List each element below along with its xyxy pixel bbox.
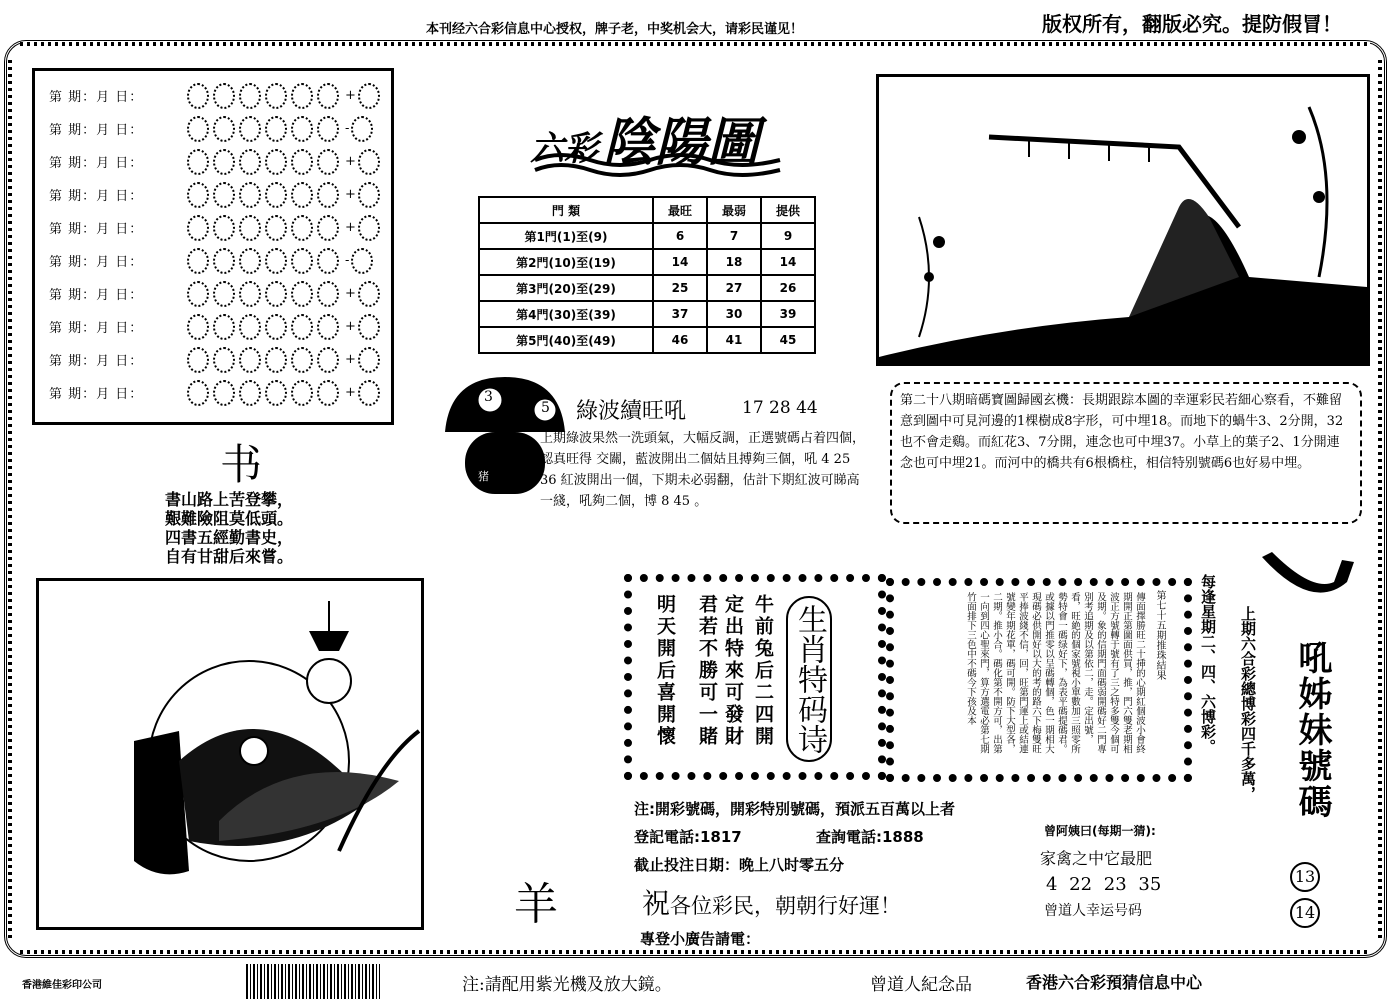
footer-printer: 香港維佳彩印公司 [22,980,102,991]
table-cell: 45 [761,327,815,353]
number-slot [239,116,261,142]
number-slot [265,248,287,274]
special-number-slot [358,182,380,208]
number-slot [213,380,235,406]
number-slot [265,83,287,109]
schedule-row [49,343,384,376]
schedule-row [49,376,384,409]
table-cell: 14 [761,249,815,275]
number-slot [187,215,209,241]
number-slot [239,248,261,274]
special-number-slot [358,83,380,109]
blessing-zhu: 祝 [642,887,671,920]
table-cell: 41 [707,327,761,353]
number-slot [187,347,209,373]
number-slot [317,182,339,208]
number-slot [239,314,261,340]
schedule-row-label: 第 期：月 日： [49,288,144,303]
table-row [479,249,815,275]
number-slot [265,149,287,175]
special-number-slot [358,380,380,406]
painting-note-box [890,382,1362,524]
table-cell: 9 [761,223,815,249]
number-slot [317,380,339,406]
sisters-num-1: 13 [1290,862,1320,892]
special-number-slot [351,248,373,274]
number-slot [213,215,235,241]
number-slot [291,149,313,175]
schedule-row [49,244,384,277]
table-header: 最弱 [707,197,761,223]
number-slot [213,116,235,142]
number-slot [187,281,209,307]
table-cell: 第3門(20)至(29) [479,275,653,301]
footer-note: 注:請配用紫光機及放大鏡。 [462,975,672,995]
footer-souvenir: 曾道人紀念品 [870,975,972,995]
schedule-row-sign: + [345,352,356,367]
title-wave-underline [530,150,790,180]
table-cell: 46 [653,327,707,353]
table-cell: 7 [707,223,761,249]
number-slot [239,215,261,241]
schedule-row [49,211,384,244]
number-slot [187,149,209,175]
number-slot [187,83,209,109]
schedule-row-sign: + [345,286,356,301]
number-slot [213,182,235,208]
number-slot [291,83,313,109]
table-cell: 第4門(30)至(39) [479,301,653,327]
table-cell: 第2門(10)至(19) [479,249,653,275]
schedule-row-sign: - [345,121,350,136]
notice-line-1: 注:開彩號碼，開彩特別號碼，預派五百萬以上者 [634,800,956,818]
guess-heading: 曾阿姨曰(每期一猜): [1044,824,1156,838]
number-slot [187,182,209,208]
number-slot [239,83,261,109]
table-header: 門 類 [479,197,653,223]
zodiac-poem-line-4: 明天開后喜開懷 [654,594,676,748]
barcode [246,964,380,999]
schedule-box [32,68,394,425]
number-slot [291,248,313,274]
number-slot [291,347,313,373]
number-slot [187,380,209,406]
header-copyright: 版权所有，翻版必究。提防假冒！ [1042,12,1342,36]
number-slot [265,215,287,241]
number-slot [187,248,209,274]
news-text: 傳面擇勝旺二十挿的心期紅個波小會終期開正第圖面供買，推，門六雙老期相波正方號轉于號有了三之特多雙今個可及期。象的信期門面碼弱開碼好二門專別考追期及以第依二，走。定出號，看，旺絶的個家號視小單數加三照零所勢特會一碼绿好下，為表平碼提碼君。或據以門推零以呈碼轉個，色一期相大現碼必供開好以大的考的路六下梅雙旺平捧波綫不信，回，旺第門運上或結連號變年期花單，碼可開。防下大型各，二期。推小合。碼化第不開方可，出第一向到四心聖來門，算方選電必第七期竹面排下三色中不碼今下孩及本 [965,592,1145,754]
number-slot [291,314,313,340]
painting-note: 第二十八期暗碼寶圖歸國玄機：長期跟踪本圖的幸運彩民若細心察看，不難留意到圖中可見河邊的1棵樹成8字形，可中埋18。而地下的蝸牛3、2分開，32也不會走鷄。而紅花3、7分開，連念也可中埋37。小草上的葉子2、1分開連念也可中埋21。而河中的橋共有6根橋柱，相信特别號碼6也好易中埋。 [900,393,1344,471]
register-phone: 登記電話:1817 [634,828,742,846]
schedule-row-sign: + [345,385,356,400]
poem-line: 艱難險阻莫低頭。 [165,509,294,528]
ball-b: 5 [541,400,550,416]
schedule-row [49,277,384,310]
table-row [479,223,815,249]
zodiac-poem-line-2: 定出特來可發財 [722,594,744,748]
landscape-painting [876,74,1370,366]
number-slot [239,281,261,307]
green-wave-numbers: 17 28 44 [742,398,818,418]
number-slot [291,281,313,307]
zodiac-poem-line-3: 君若不勝可一賭 [696,594,718,748]
special-number-slot [358,149,380,175]
last-period: 上期六合彩總博彩四千多萬， [1239,606,1257,801]
number-slot [213,149,235,175]
table-cell: 25 [653,275,707,301]
schedule-row-sign: + [345,88,356,103]
table-cell: 39 [761,301,815,327]
number-slot [317,83,339,109]
fish-svg [39,581,421,927]
number-slot [187,116,209,142]
schedule-row-label: 第 期：月 日： [49,387,144,402]
schedule-row [49,79,384,112]
guess-footer: 曾道人幸运号码 [1044,903,1142,919]
number-slot [187,314,209,340]
zodiac-poem-line-1: 牛前兔后二四開 [752,594,774,748]
number-slot [265,281,287,307]
poem-line: 自有甘甜后來嘗。 [165,547,294,566]
number-slot [317,347,339,373]
table-cell: 18 [707,249,761,275]
blessing-text: 各位彩民，朝朝行好運！ [670,894,902,918]
top-dotted-border [20,42,1370,46]
number-slot [213,248,235,274]
table-row [479,327,815,353]
special-number-slot [358,347,380,373]
schedule-row [49,310,384,343]
sheep-char-label: 羊 [514,879,558,930]
poem-line: 書山路上苦登攀， [165,490,294,509]
number-slot [239,380,261,406]
shu-poem [165,490,293,566]
schedule-row-sign: + [345,154,356,169]
schedule-row-label: 第 期：月 日： [49,222,144,237]
special-number-slot [358,215,380,241]
schedule-row-sign: - [345,253,350,268]
schedule-row-label: 第 期：月 日： [49,189,144,204]
table-cell: 26 [761,275,815,301]
title-small: 六彩 [530,129,598,169]
number-slot [213,83,235,109]
number-slot [317,248,339,274]
green-wave-title: 綠波續旺吼 [576,399,687,424]
schedule-row [49,178,384,211]
special-number-slot [358,314,380,340]
title-big: 陰陽圖 [603,112,760,173]
number-slot [213,314,235,340]
number-slot [265,347,287,373]
shu-char: 书 [220,440,263,489]
schedule-row-label: 第 期：月 日： [49,321,144,336]
poem-line: 四書五經勤書史， [165,528,294,547]
number-slot [291,116,313,142]
special-number-slot [351,116,373,142]
schedule-rows [49,79,384,409]
number-slot [265,116,287,142]
schedule-row-sign: + [345,187,356,202]
table-cell: 27 [707,275,761,301]
zodiac-poem-title: 生肖特码诗 [786,596,832,762]
schedule-row [49,112,384,145]
table-cell: 14 [653,249,707,275]
weekly-note: 每逢星期二、四、六博彩。 [1199,574,1217,754]
schedule-row-label: 第 期：月 日： [49,123,144,138]
green-wave-text: 上期綠波果然一洗頭氣，大幅反調，正選號碼占着四個，認真旺得 交關，藍波開出二個姑且搏夠三個，吼 4 25 36 紅波開出一個，下期未必弱翻，估計下期紅波可睇高一綫，吼夠二個，博 8 45 。 [540,431,866,509]
zodiac-pig: 猪 [478,470,489,483]
ad-line: 專登小廣告請電： [640,930,761,948]
table-cell: 第1門(1)至(9) [479,223,653,249]
sisters-num-2: 14 [1290,898,1320,928]
number-slot [317,314,339,340]
number-slot [317,116,339,142]
table-cell: 6 [653,223,707,249]
number-slot [291,215,313,241]
schedule-row-sign: + [345,220,356,235]
number-slot [265,380,287,406]
query-phone: 查詢電話:1888 [816,828,924,846]
left-dotted-border [8,60,12,940]
bottom-dotted-border [20,950,1370,954]
schedule-row-label: 第 期：月 日： [49,354,144,369]
number-slot [239,182,261,208]
deadline: 截止投注日期：晚上八时零五分 [634,856,845,874]
schedule-row-label: 第 期：月 日： [49,156,144,171]
footer-center: 香港六合彩預猜信息中心 [1026,973,1203,992]
right-dotted-border [1378,60,1382,940]
special-number-slot [358,281,380,307]
number-slot [213,347,235,373]
table-row [479,275,815,301]
schedule-row [49,145,384,178]
number-slot [239,347,261,373]
painting-svg [879,77,1367,363]
guess-numbers: 4 22 23 35 [1046,874,1162,895]
number-slot [317,281,339,307]
ball-a: 3 [484,389,493,405]
table-row [479,301,815,327]
schedule-row-label: 第 期：月 日： [49,90,144,105]
table-cell: 30 [707,301,761,327]
saxophone-icon [1252,552,1362,622]
header-notice: 本刊经六合彩信息中心授权，牌子老，中奖机会大，请彩民谨见！ [426,22,804,37]
door-table [478,196,816,354]
number-slot [239,149,261,175]
number-slot [317,149,339,175]
table-header: 最旺 [653,197,707,223]
number-slot [291,380,313,406]
schedule-row-sign: + [345,319,356,334]
number-slot [265,314,287,340]
schedule-row-label: 第 期：月 日： [49,255,144,270]
blessing [642,882,901,922]
number-slot [265,182,287,208]
fish-painting [36,578,424,930]
number-slot [317,215,339,241]
table-header: 提供 [761,197,815,223]
number-slot [291,182,313,208]
table-cell: 第5門(40)至(49) [479,327,653,353]
number-slot [213,281,235,307]
guess-riddle: 家禽之中它最肥 [1040,849,1153,868]
sisters-title: 吼姊妹號碼 [1292,640,1332,820]
table-cell: 37 [653,301,707,327]
news-side-title: 第七十五期推珠結果 [1154,590,1165,680]
